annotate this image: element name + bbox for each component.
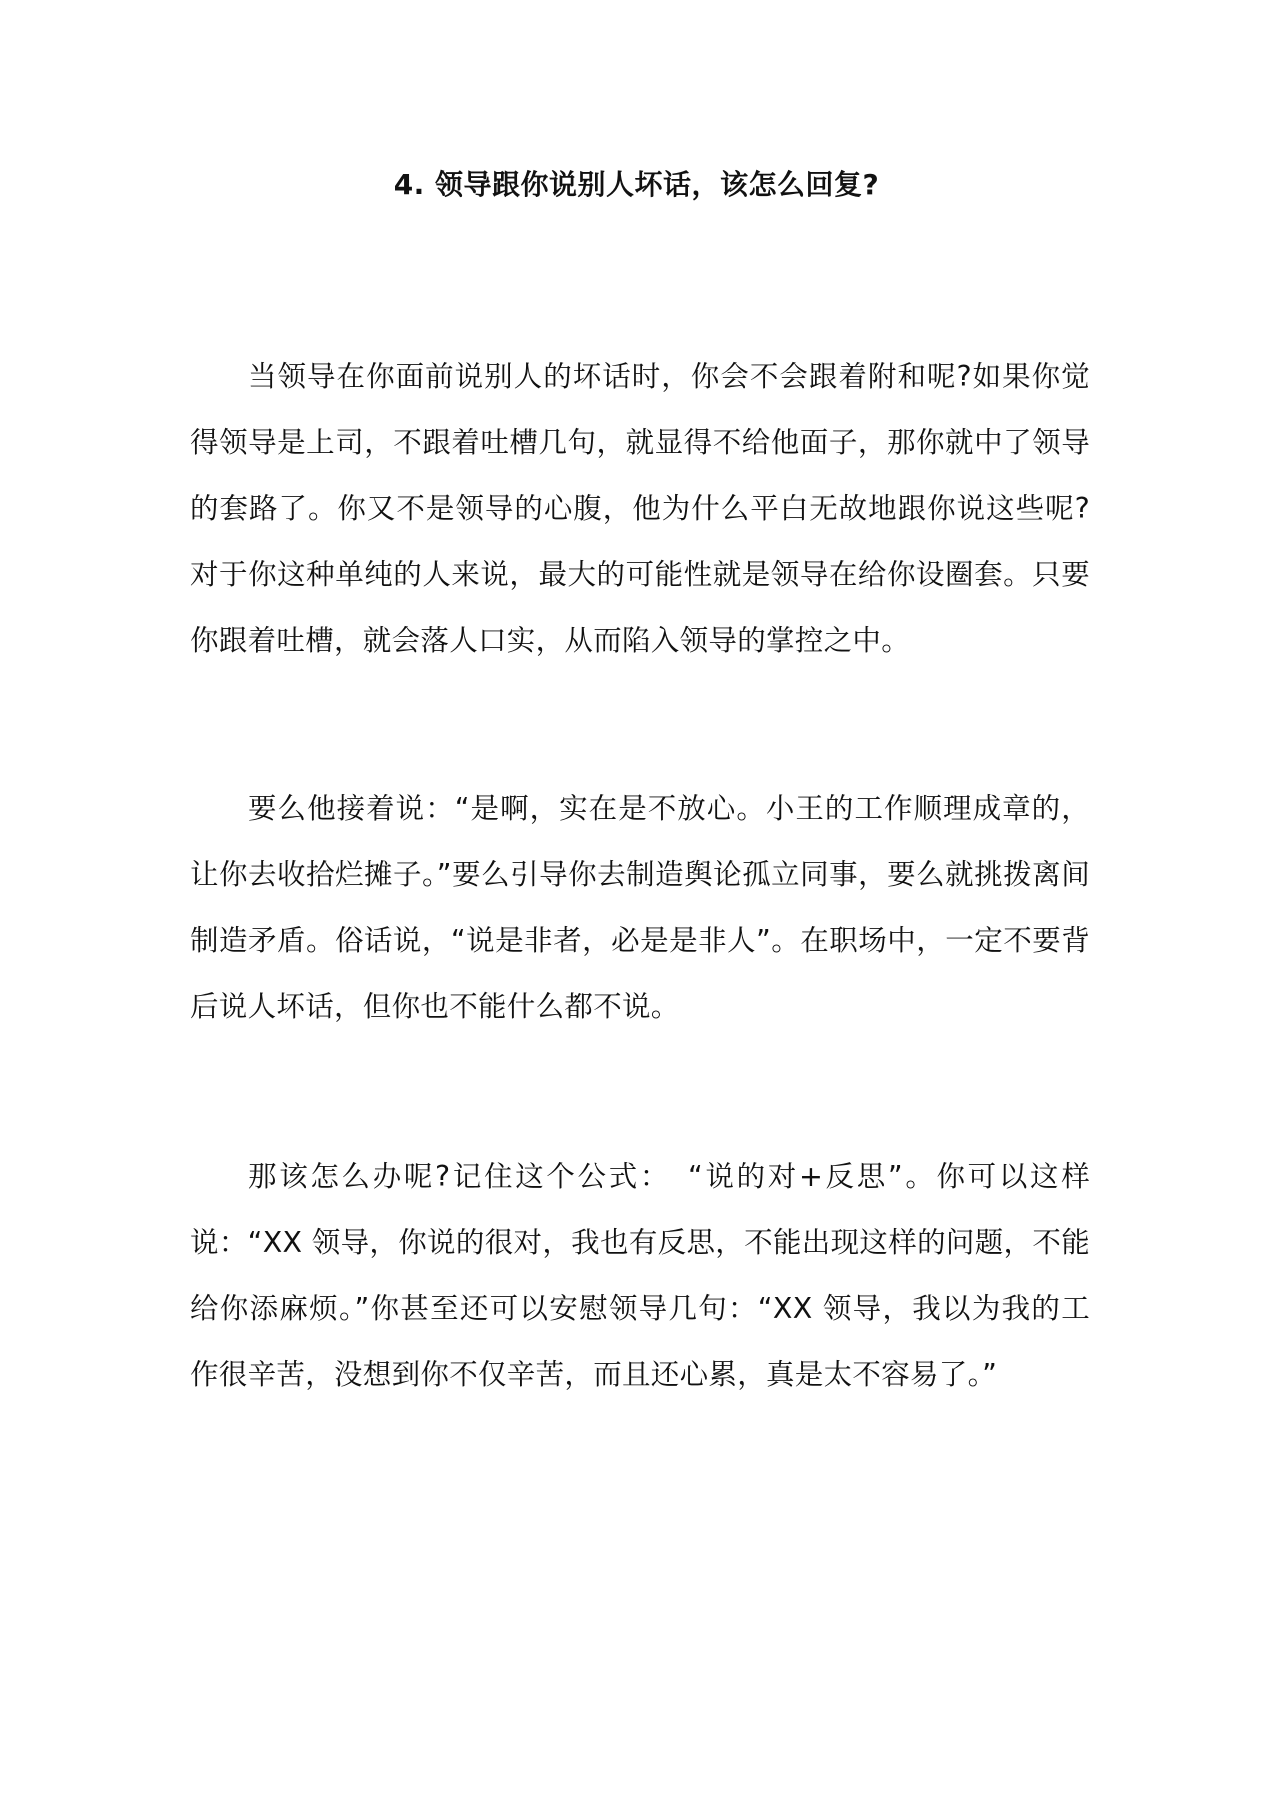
paragraph-1: 当领导在你面前说别人的坏话时，你会不会跟着附和呢?如果你觉得领导是上司，不跟着吐槽几句，就显得不给他面子，那你就中了领导的套路了。你又不是领导的心腹，他为什么平白无故地跟你说这些呢?对于你这种单纯的人来说，最大的可能性就是领导在给你设圈套。只要你跟着吐槽，就会落人口实，从而陷入领导的掌控之中。 (190, 360, 1090, 657)
document-title: 4. 领导跟你说别人坏话，该怎么回复? (393, 168, 880, 201)
paragraph-3: 那该怎么办呢?记住这个公式： “说的对+反思”。你可以这样说：“XX 领导，你说的很对，我也有反思，不能出现这样的问题，不能给你添麻烦。”你甚至还可以安慰领导几句：“XX 领导，我以为我的工作很辛苦，没想到你不仅辛苦，而且还心累，真是太不容易了。” (190, 1160, 1090, 1391)
paragraph-2: 要么他接着说：“是啊，实在是不放心。小王的工作顺理成章的，让你去收拾烂摊子。”要么引导你去制造舆论孤立同事，要么就挑拨离间制造矛盾。俗话说，“说是非者，必是是非人”。在职场中，一定不要背后说人坏话，但你也不能什么都不说。 (190, 792, 1090, 1023)
